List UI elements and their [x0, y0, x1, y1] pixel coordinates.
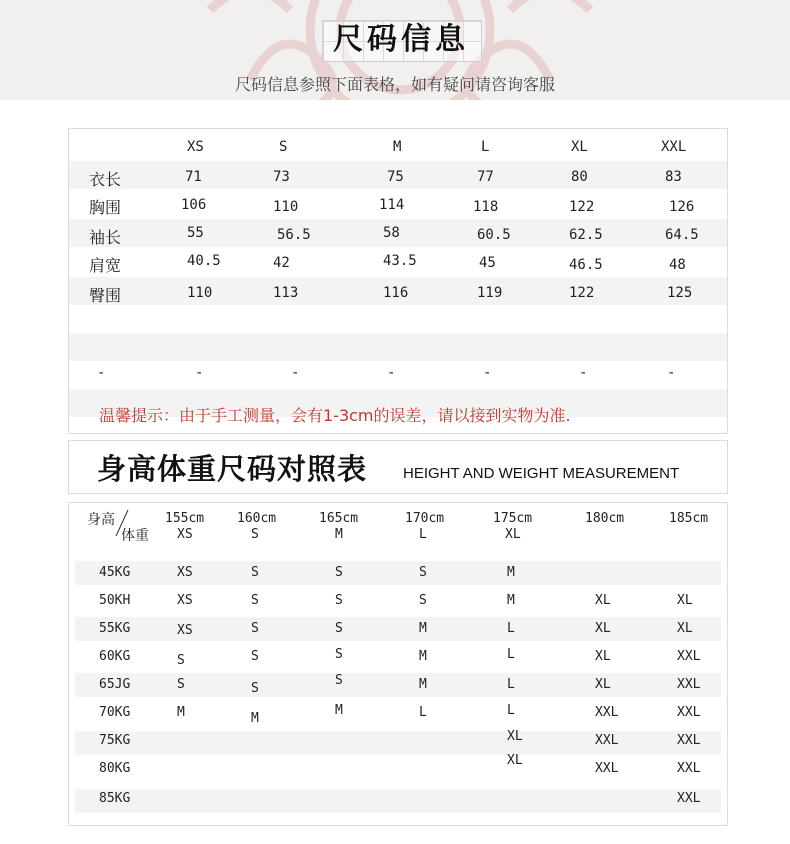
table-cell: S [251, 565, 259, 580]
table-cell: 60.5 [477, 227, 511, 243]
table-cell: 116 [383, 285, 409, 301]
table-cell: 125 [667, 285, 693, 301]
size-info-table [68, 128, 728, 434]
table-cell: 75 [387, 169, 404, 185]
page-header [0, 0, 790, 100]
page-title: 尺码信息 [333, 22, 469, 57]
table-cell: L [507, 703, 515, 718]
table-cell: 122 [569, 285, 595, 301]
corner-weight-label: 体重 [121, 528, 149, 544]
table-cell: S [251, 593, 259, 608]
height-header: 170cm [405, 511, 445, 526]
table-cell: 58 [383, 225, 400, 241]
height-header: 185cm [669, 511, 709, 526]
table-cell: 71 [185, 169, 202, 185]
table-row-shade [69, 333, 727, 361]
height-weight-table [68, 502, 728, 826]
table-row-shade [75, 561, 721, 585]
table-cell: S [335, 593, 343, 608]
table-row-shade [75, 673, 721, 697]
table-cell: 46.5 [569, 257, 603, 273]
table-cell: 119 [477, 285, 503, 301]
table-cell: XS [177, 623, 193, 638]
table-cell: 42 [273, 255, 290, 271]
table-cell: S [419, 565, 427, 580]
weight-label: 45KG [99, 565, 131, 580]
row-label: 衣长 [89, 170, 122, 189]
table-cell: S [251, 649, 259, 664]
table-cell: XXL [677, 791, 701, 806]
table-cell: - [483, 365, 492, 381]
column-header-xxl: XXL [661, 139, 687, 155]
row-label: 臀围 [89, 286, 122, 305]
column-header-l: L [481, 139, 490, 155]
table-cell: XXL [677, 649, 701, 664]
column-header-s: S [279, 139, 288, 155]
row-label: 胸围 [89, 198, 122, 217]
table-cell: M [419, 621, 427, 636]
table-cell: XL [507, 729, 523, 744]
table-cell: M [335, 703, 343, 718]
table-cell: XXL [677, 705, 701, 720]
table-cell: S [335, 621, 343, 636]
table-cell: L [507, 677, 515, 692]
table-cell: S [251, 621, 259, 636]
table-row-shade [75, 789, 721, 813]
table-cell: M [419, 677, 427, 692]
table-cell: XS [177, 565, 193, 580]
row-label: 袖长 [89, 228, 122, 247]
height-size: L [419, 527, 427, 542]
table-cell: S [335, 647, 343, 662]
height-size: S [251, 527, 259, 542]
weight-label: 70KG [99, 705, 131, 720]
table-cell: 80 [571, 169, 588, 185]
table-cell: L [507, 621, 515, 636]
table-cell: 64.5 [665, 227, 699, 243]
table-cell: XL [595, 677, 611, 692]
table-cell: - [579, 365, 588, 381]
table-cell: 83 [665, 169, 682, 185]
table-cell: XL [677, 593, 693, 608]
table-cell: 110 [187, 285, 213, 301]
table-cell: XXL [677, 733, 701, 748]
table-cell: S [335, 565, 343, 580]
table-cell: XL [595, 593, 611, 608]
row-label: 肩宽 [89, 256, 122, 275]
column-header-m: M [393, 139, 402, 155]
column-header-xl: XL [571, 139, 588, 155]
table-cell: XL [677, 621, 693, 636]
height-header: 160cm [237, 511, 277, 526]
table-row-shade [75, 617, 721, 641]
table-cell: 77 [477, 169, 494, 185]
table-cell: XXL [595, 761, 619, 776]
weight-label: 75KG [99, 733, 131, 748]
table-cell: 122 [569, 199, 595, 215]
table-cell: 73 [273, 169, 290, 185]
table-cell: XS [177, 593, 193, 608]
height-header: 165cm [319, 511, 359, 526]
table-cell: 56.5 [277, 227, 311, 243]
column-header-xs: XS [187, 139, 204, 155]
table-cell: M [177, 705, 185, 720]
height-size: M [335, 527, 343, 542]
height-size: XL [505, 527, 521, 542]
table-cell: XXL [595, 705, 619, 720]
weight-label: 60KG [99, 649, 131, 664]
table-cell: L [419, 705, 427, 720]
height-size: XS [177, 527, 193, 542]
table-cell: - [195, 365, 204, 381]
table-cell: 110 [273, 199, 299, 215]
measurement-note: 温馨提示：由于手工测量，会有1-3cm的误差，请以接到实物为准. [99, 406, 571, 425]
table-cell: 48 [669, 257, 686, 273]
table-cell: - [387, 365, 396, 381]
table-cell: XL [595, 621, 611, 636]
table-cell: XXL [595, 733, 619, 748]
table-cell: 106 [181, 197, 207, 213]
weight-label: 50KH [99, 593, 131, 608]
hw-banner [68, 440, 728, 494]
table-cell: M [507, 565, 515, 580]
page-subtitle: 尺码信息参照下面表格，如有疑问请咨询客服 [234, 77, 555, 94]
height-header: 175cm [493, 511, 533, 526]
weight-label: 65JG [99, 677, 131, 692]
table-cell: M [507, 593, 515, 608]
table-cell: 113 [273, 285, 299, 301]
table-cell: L [507, 647, 515, 662]
weight-label: 85KG [99, 791, 131, 806]
table-cell: S [419, 593, 427, 608]
banner-title-en: HEIGHT AND WEIGHT MEASUREMENT [403, 465, 680, 482]
height-header: 155cm [165, 511, 205, 526]
table-cell: S [177, 653, 185, 668]
table-cell: - [97, 365, 106, 381]
weight-label: 55KG [99, 621, 131, 636]
table-cell: S [251, 681, 259, 696]
table-cell: 126 [669, 199, 695, 215]
height-header: 180cm [585, 511, 625, 526]
table-cell: 118 [473, 199, 499, 215]
table-cell: XL [507, 753, 523, 768]
table-row-shade [75, 731, 721, 755]
banner-title-cn: 身高体重尺码对照表 [97, 452, 368, 486]
table-cell: 43.5 [383, 253, 417, 269]
table-cell: 114 [379, 197, 405, 213]
table-cell: - [667, 365, 676, 381]
table-cell: 62.5 [569, 227, 603, 243]
table-cell: 55 [187, 225, 204, 241]
weight-label: 80KG [99, 761, 131, 776]
table-cell: M [419, 649, 427, 664]
table-cell: M [251, 711, 259, 726]
table-cell: 40.5 [187, 253, 221, 269]
table-cell: XXL [677, 677, 701, 692]
table-cell: XXL [677, 761, 701, 776]
table-cell: - [291, 365, 300, 381]
table-cell: S [177, 677, 185, 692]
corner-height-label: 身高 [87, 512, 115, 528]
table-cell: S [335, 673, 343, 688]
table-cell: XL [595, 649, 611, 664]
table-cell: 45 [479, 255, 496, 271]
